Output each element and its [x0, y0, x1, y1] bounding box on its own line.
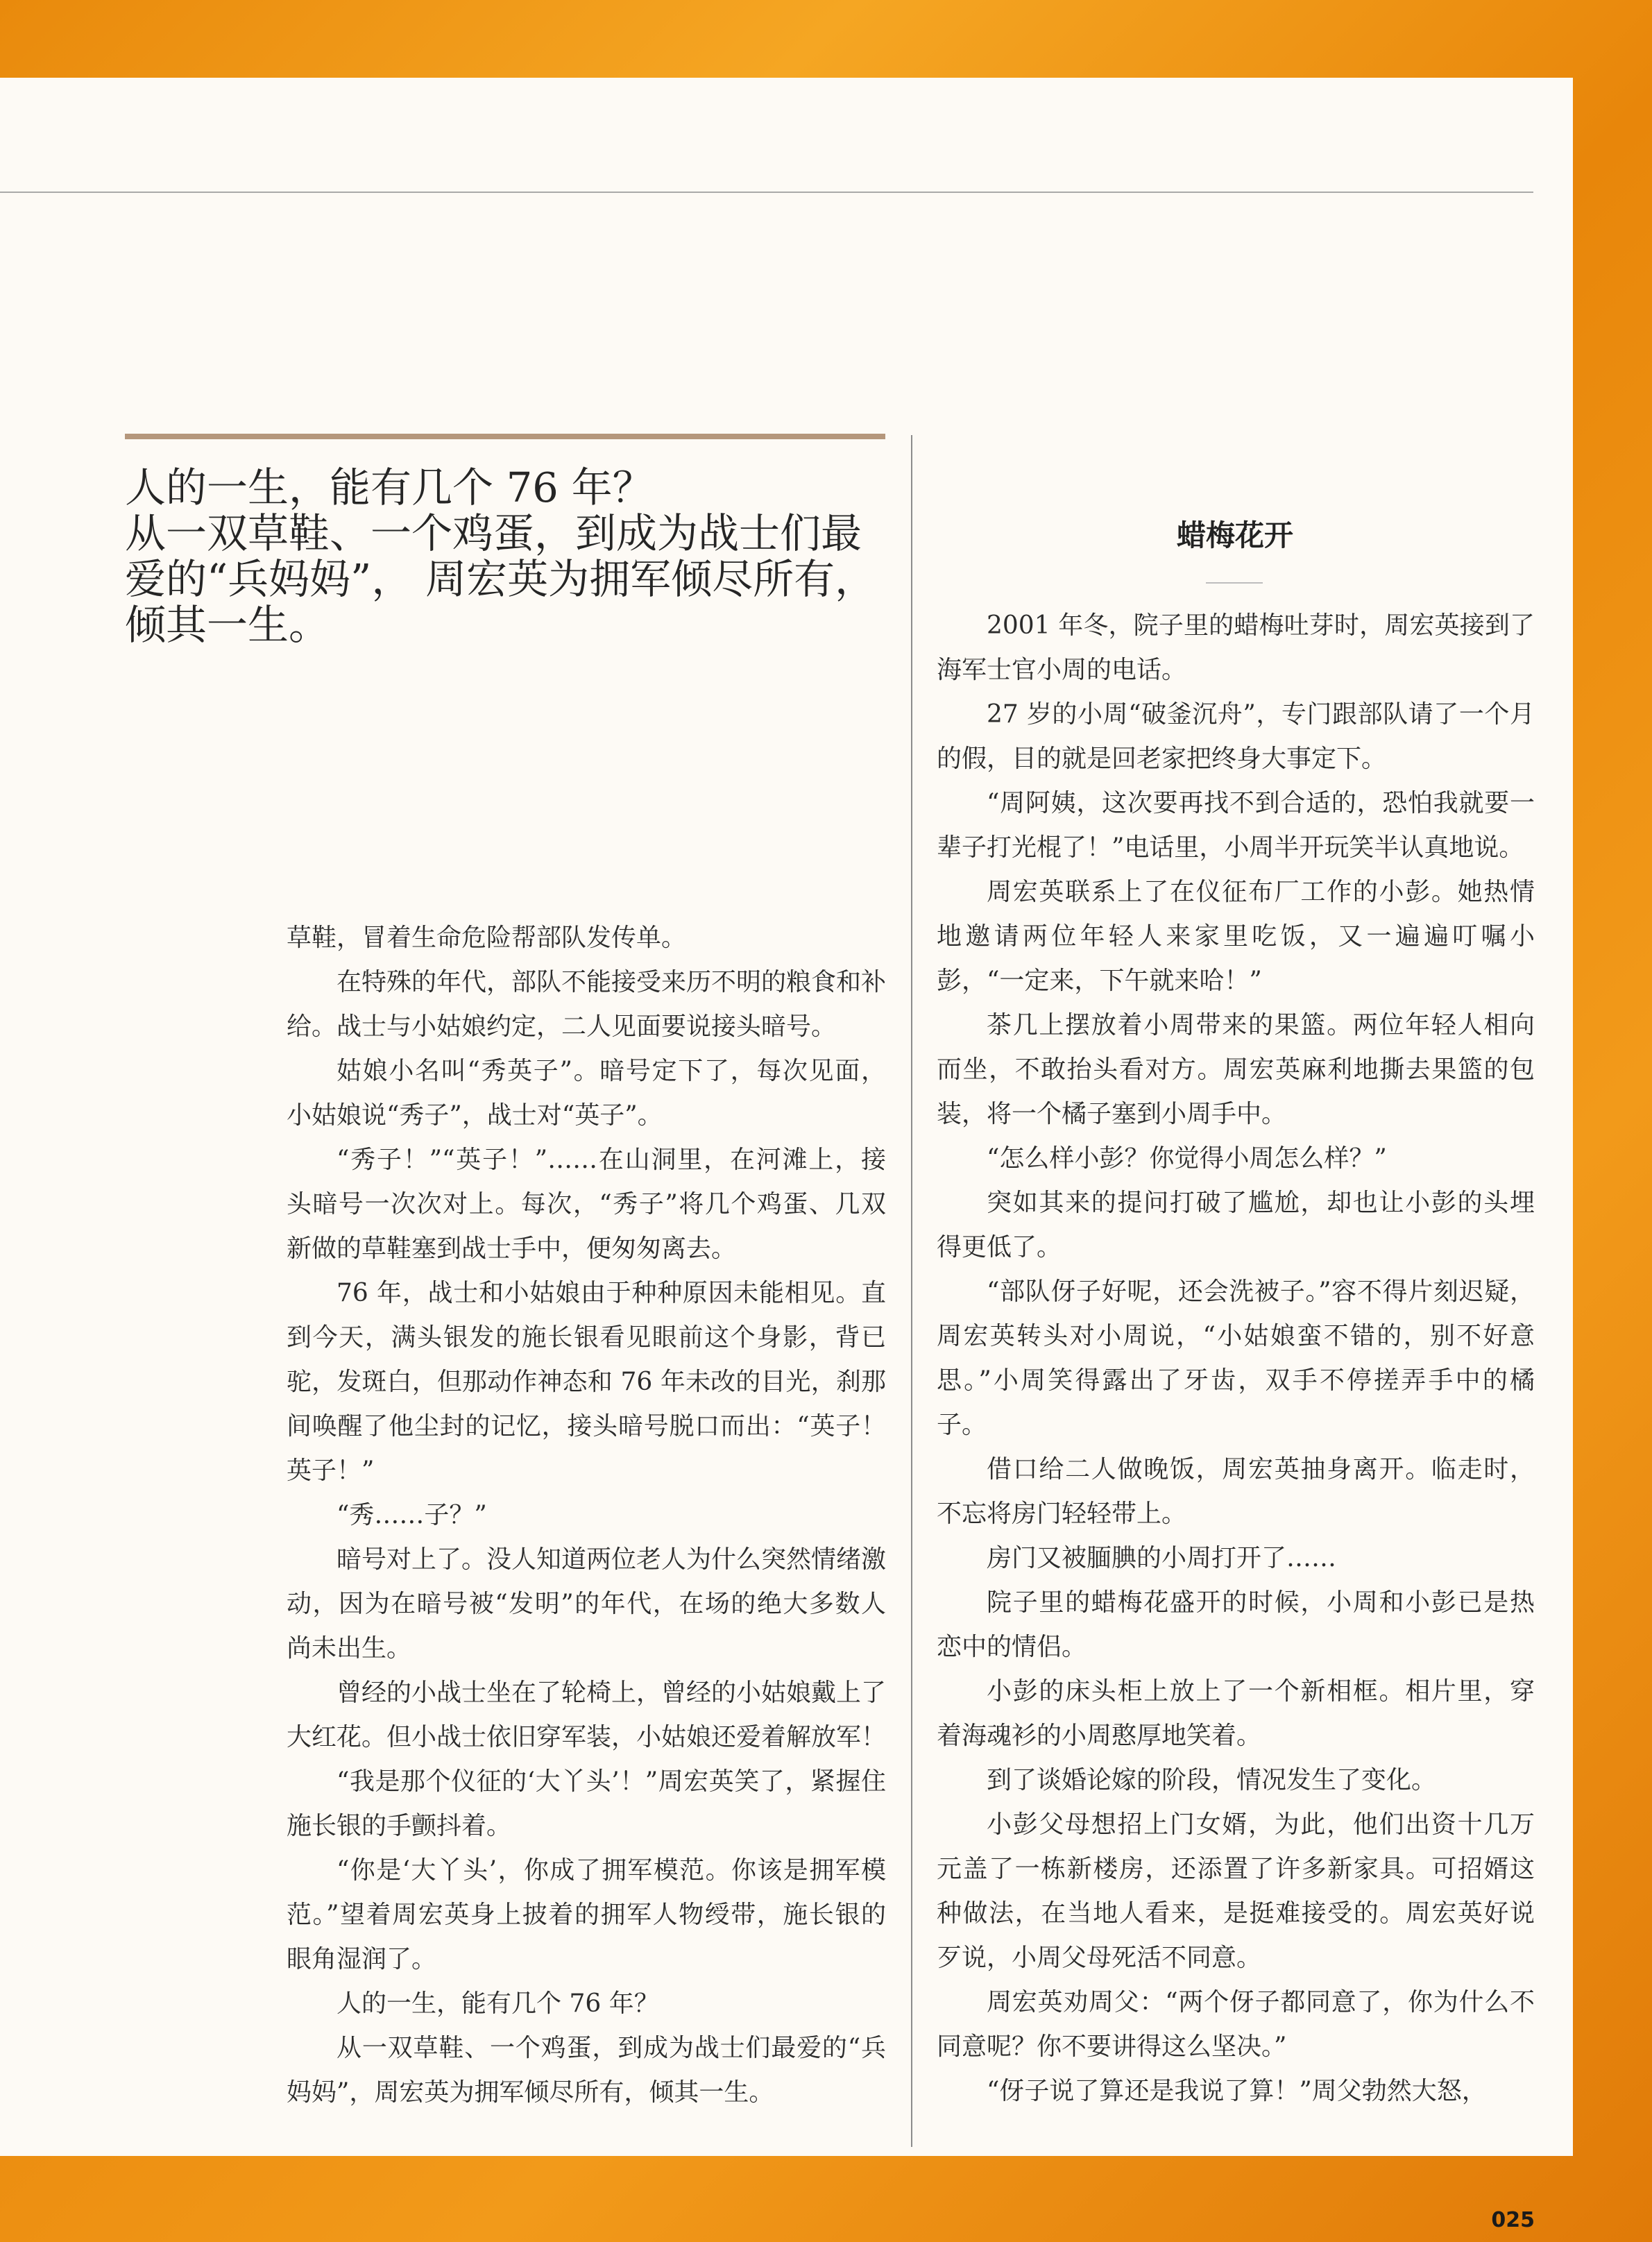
paragraph: 草鞋，冒着生命危险帮部队发传单。 — [287, 924, 687, 952]
paragraph: 2001 年冬，院子里的蜡梅吐芽时，周宏英接到了海军士官小周的电话。 — [937, 611, 1535, 684]
paragraph: “周阿姨，这次要再找不到合适的，恐怕我就要一辈子打光棍了！”电话里，小周半开玩笑半认真地说。 — [937, 789, 1535, 862]
paragraph: 暗号对上了。没人知道两位老人为什么突然情绪激动，因为在暗号被“发明”的年代，在场的绝大多数人尚未出生。 — [287, 1545, 887, 1663]
paragraph: 周宏英劝周父：“两个伢子都同意了，你为什么不同意呢？你不要讲得这么坚决。” — [937, 1988, 1535, 2061]
paragraph: 茶几上摆放着小周带来的果篮。两位年轻人相向而坐，不敢抬头看对方。周宏英麻利地撕去果篮的包装，将一个橘子塞到小周手中。 — [937, 1011, 1535, 1128]
paragraph: “你是‘大丫头’，你成了拥军模范。你该是拥军模范。”望着周宏英身上披着的拥军人物绶带，施长银的眼角湿润了。 — [287, 1856, 886, 1973]
column-divider — [911, 435, 912, 2147]
paragraph: 姑娘小名叫“秀英子”。暗号定下了，每次见面，小姑娘说“秀子”，战士对“英子”。 — [287, 1057, 886, 1130]
pull-quote-line-2: 从一双草鞋、一个鸡蛋，到成为战士们最爱的“兵妈妈”， 周宏英为拥军倾尽所有，倾其一生。 — [125, 509, 876, 649]
paragraph: “怎么样小彭？你觉得小周怎么样？” — [987, 1144, 1387, 1173]
paragraph: “秀……子？” — [337, 1501, 487, 1529]
paragraph: 小彭父母想招上门女婿，为此，他们出资十几万元盖了一栋新楼房，还添置了许多新家具。可招婿这种做法，在当地人看来，是挺难接受的。周宏英好说歹说，小周父母死活不同意。 — [937, 1810, 1535, 1972]
paragraph: “伢子说了算还是我说了算！”周父勃然大怒， — [987, 2077, 1487, 2105]
section-title: 蜡梅花开 — [1176, 518, 1293, 552]
section-title-rule — [1206, 582, 1263, 584]
top-divider — [0, 192, 1533, 193]
paragraph: 76 年，战士和小姑娘由于种种原因未能相见。直到今天，满头银发的施长银看见眼前这个身影，背已驼，发斑白，但那动作神态和 76 年未改的目光，刹那间唤醒了他尘封的记忆，接头暗号脱口而出：“英子！英子！” — [287, 1279, 886, 1485]
paragraph: 27 岁的小周“破釜沉舟”，专门跟部队请了一个月的假，目的就是回老家把终身大事定下。 — [937, 700, 1535, 773]
paragraph: 借口给二人做晚饭，周宏英抽身离开。临走时，不忘将房门轻轻带上。 — [937, 1455, 1535, 1528]
paragraph: “秀子！”“英子！”……在山洞里，在河滩上，接头暗号一次次对上。每次，“秀子”将几个鸡蛋、几双新做的草鞋塞到战士手中，便匆匆离去。 — [287, 1146, 886, 1263]
left-column — [287, 916, 886, 2115]
pull-quote — [125, 465, 895, 648]
paragraph: 院子里的蜡梅花盛开的时候，小周和小彭已是热恋中的情侣。 — [937, 1588, 1535, 1661]
pull-quote-line-1: 人的一生，能有几个 76 年？ — [125, 464, 654, 511]
right-column — [937, 604, 1535, 2114]
paragraph: 在特殊的年代，部队不能接受来历不明的粮食和补给。战士与小姑娘约定，二人见面要说接头暗号。 — [287, 968, 887, 1041]
paragraph: 到了谈婚论嫁的阶段，情况发生了变化。 — [987, 1766, 1437, 1794]
pull-quote-rule — [125, 434, 885, 439]
page-number: 025 — [1491, 2208, 1535, 2232]
paragraph: 小彭的床头柜上放上了一个新相框。相片里，穿着海魂衫的小周憨厚地笑着。 — [937, 1677, 1535, 1750]
paragraph: 从一双草鞋、一个鸡蛋，到成为战士们最爱的“兵妈妈”，周宏英为拥军倾尽所有，倾其一生。 — [287, 2034, 886, 2107]
paragraph: 曾经的小战士坐在了轮椅上，曾经的小姑娘戴上了大红花。但小战士依旧穿军装，小姑娘还爱着解放军！ — [287, 1679, 887, 1751]
paragraph: “我是那个仪征的‘大丫头’！”周宏英笑了，紧握住施长银的手颤抖着。 — [287, 1767, 886, 1840]
page-paper — [0, 78, 1573, 2232]
paragraph: 突如其来的提问打破了尴尬，却也让小彭的头埋得更低了。 — [937, 1189, 1535, 1262]
paragraph: 房门又被腼腆的小周打开了…… — [987, 1544, 1337, 1572]
paragraph: 周宏英联系上了在仪征布厂工作的小彭。她热情地邀请两位年轻人来家里吃饭，又一遍遍叮嘱小彭，“一定来，下午就来哈！” — [937, 878, 1535, 995]
paragraph: 人的一生，能有几个 76 年？ — [337, 1989, 659, 2018]
paragraph: “部队伢子好呢，还会洗被子。”容不得片刻迟疑，周宏英转头对小周说，“小姑娘蛮不错的，别不好意思。”小周笑得露出了牙齿，双手不停搓弄手中的橘子。 — [937, 1277, 1535, 1439]
